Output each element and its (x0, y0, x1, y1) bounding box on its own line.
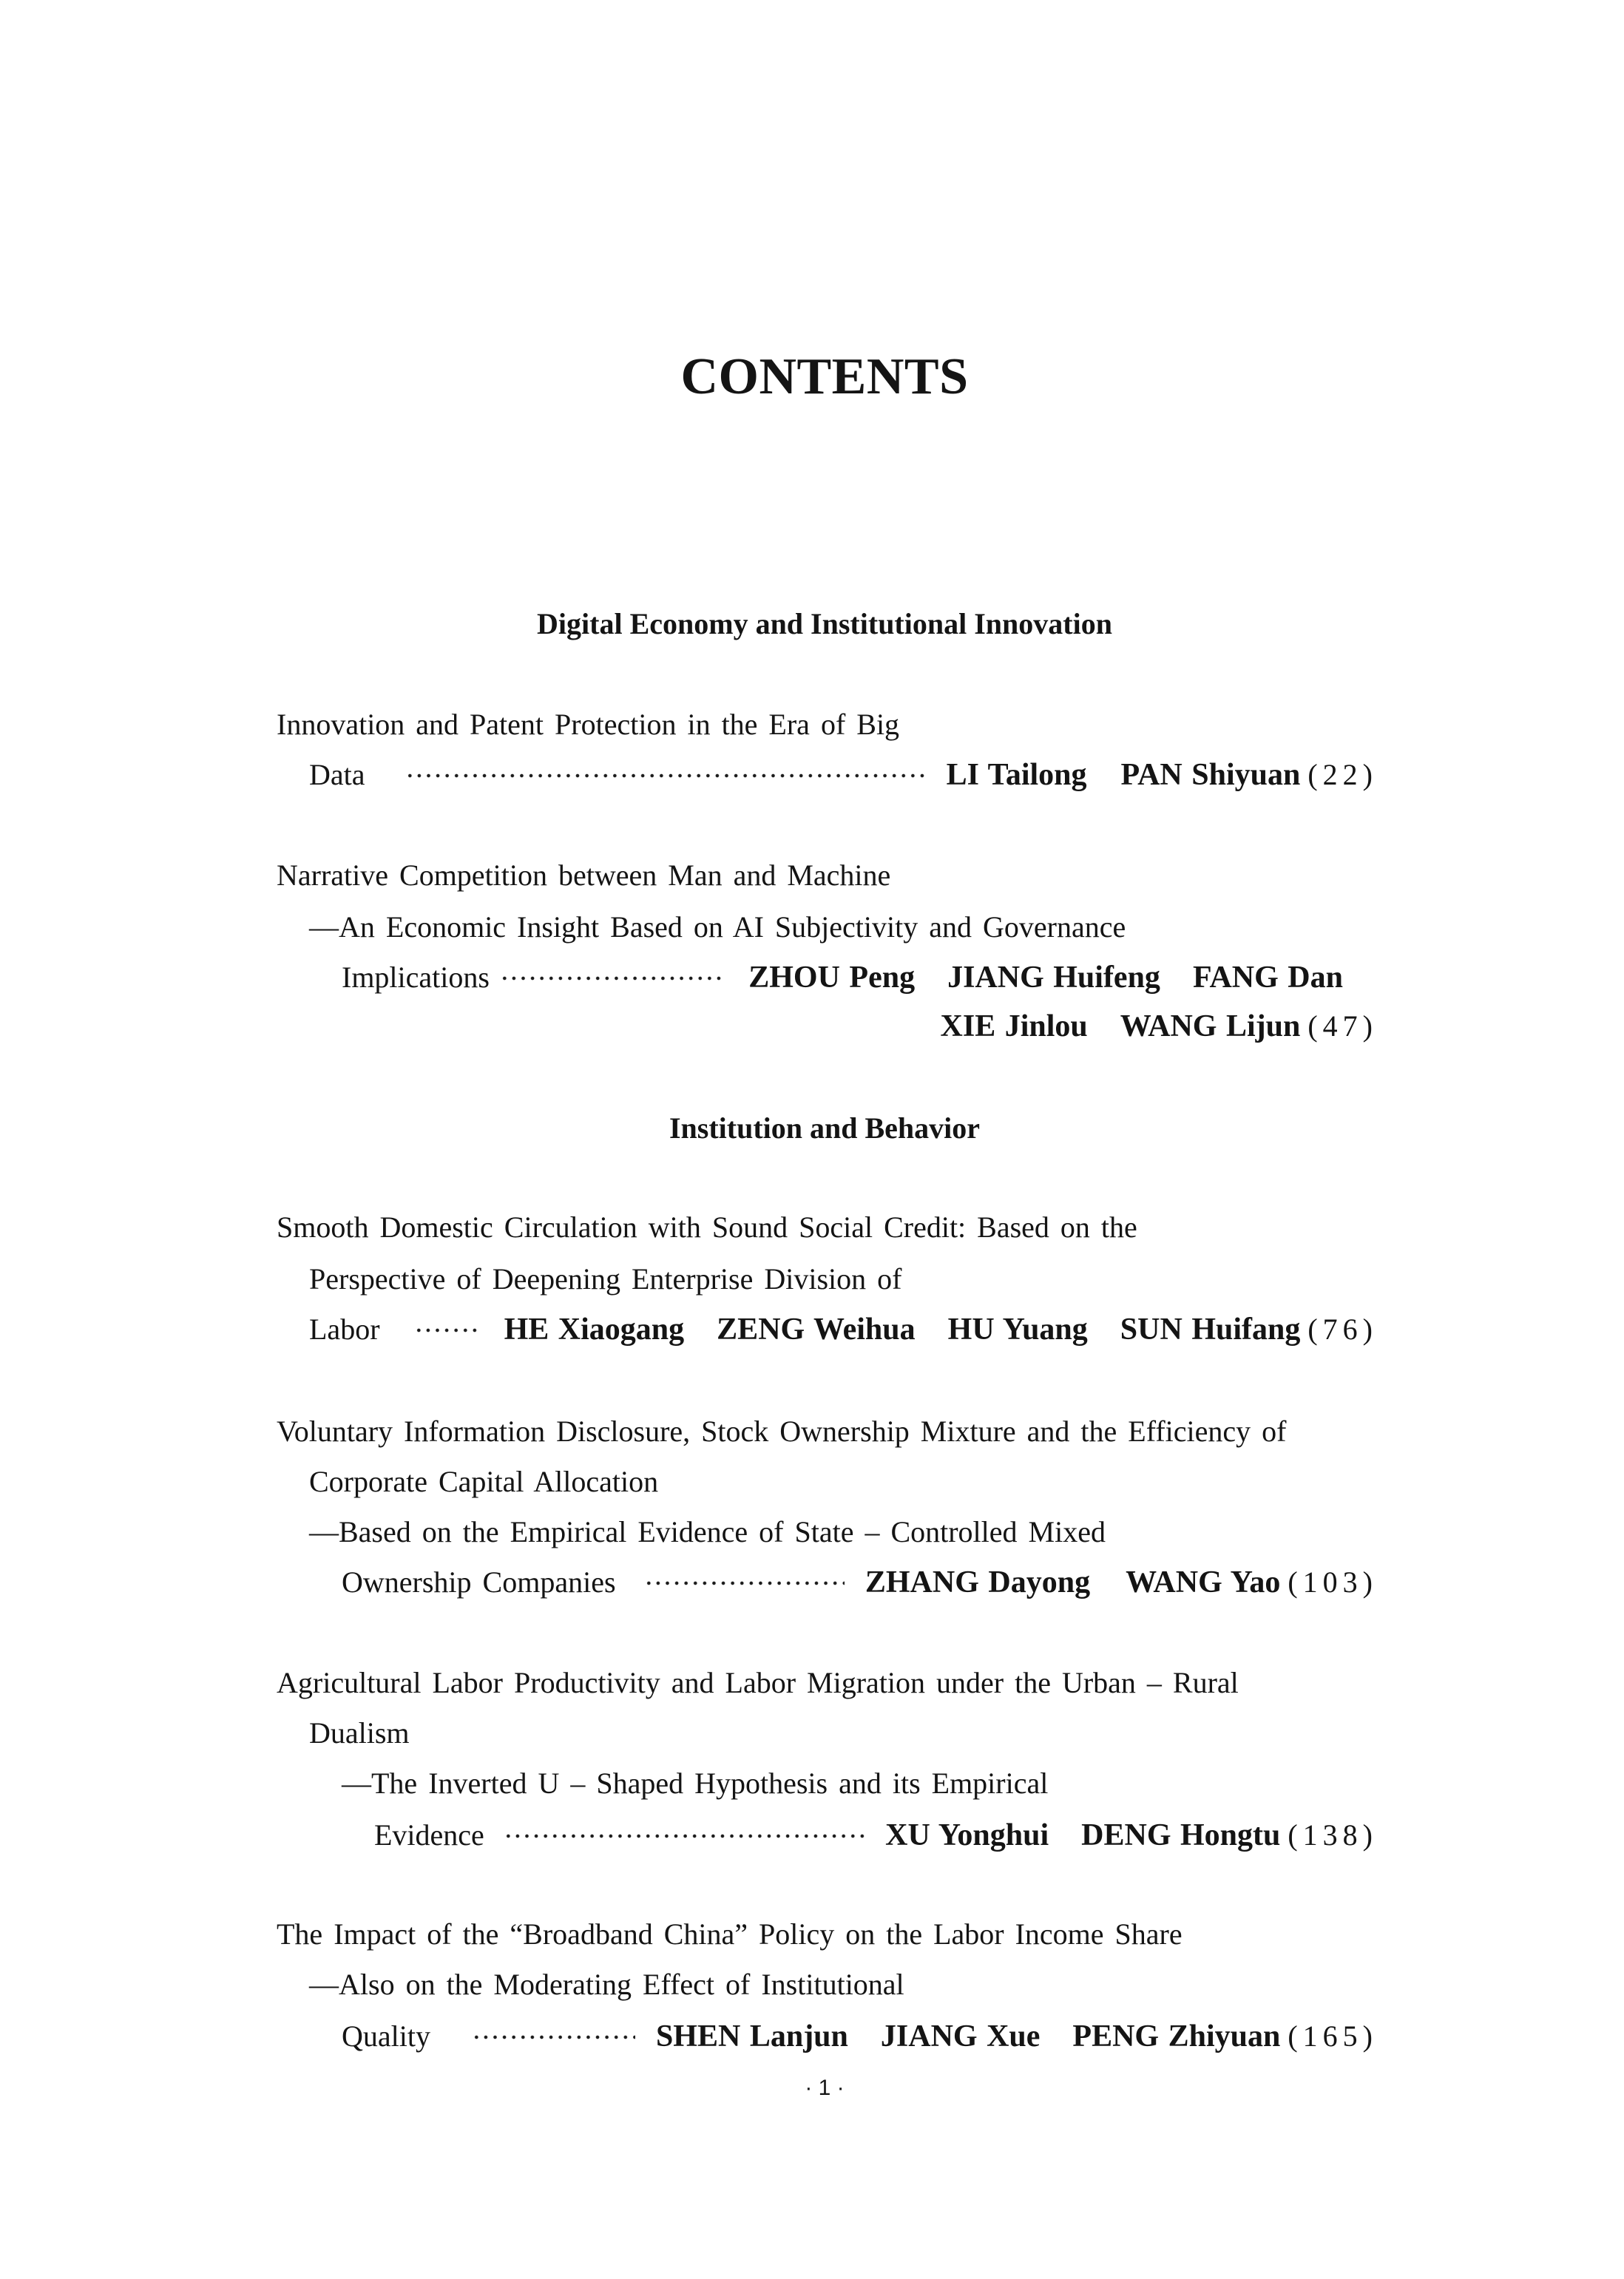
author-name: JIANG Xue (880, 2019, 1041, 2053)
author-name: WANG Yao (1126, 1565, 1281, 1599)
entry-title-line: Data (309, 758, 365, 791)
entry-subtitle-line: —The Inverted U – Shaped Hypothesis and its Empirical (342, 1767, 1049, 1800)
author-name: PENG Zhiyuan (1072, 2019, 1281, 2053)
entry-title-line: Labor (309, 1313, 380, 1346)
entry-title-line: Quality (342, 2019, 430, 2053)
author-name: PAN Shiyuan (1120, 758, 1301, 792)
entry-title-line: Corporate Capital Allocation (309, 1465, 659, 1498)
author-name: XIE Jinlou (940, 1009, 1088, 1043)
entry-title-line: Ownership Companies (342, 1565, 616, 1599)
entry-subtitle-line: —Based on the Empirical Evidence of State – Controlled Mixed (309, 1515, 1106, 1548)
page-ref: (22) (1307, 758, 1378, 791)
entry-leader-line (342, 1560, 1378, 1605)
page-ref: (138) (1288, 1818, 1378, 1852)
entry-subtitle-line: —An Economic Insight Based on AI Subjectivity and Governance (309, 910, 1126, 944)
page-ref: (103) (1288, 1565, 1378, 1599)
entry-leader-line (309, 1307, 1378, 1352)
author-name: HU Yuang (947, 1313, 1088, 1347)
entry-title-line: Implications (342, 961, 490, 994)
entry-authors-line (277, 1004, 1378, 1049)
entry-subtitle-line: —Also on the Moderating Effect of Institutional (309, 1968, 904, 2001)
author-name: SHEN Lanjun (655, 2019, 848, 2053)
dot-leader (405, 753, 927, 797)
dot-leader (504, 1813, 865, 1858)
author-name: ZHANG Dayong (865, 1565, 1091, 1599)
author-name: SUN Huifang (1120, 1313, 1301, 1347)
author-name: HE Xiaogang (504, 1313, 685, 1347)
section-heading: Digital Economy and Institutional Innovation (537, 607, 1112, 640)
dot-leader (414, 1307, 482, 1352)
entry-leader-line (342, 2014, 1378, 2059)
entry-title-line: Voluntary Information Disclosure, Stock Ownership Mixture and the Efficiency of (277, 1415, 1287, 1448)
entry-title-line: Narrative Competition between Man and Machine (277, 859, 891, 892)
author-name: XU Yonghui (885, 1818, 1049, 1852)
author-name: ZHOU Peng (748, 961, 916, 995)
entry-leader-line (374, 1813, 1378, 1858)
entry-title-line: Perspective of Deepening Enterprise Division of (309, 1262, 902, 1296)
entry-title-line: Smooth Domestic Circulation with Sound Social Credit: Based on the (277, 1210, 1137, 1244)
entry-title-line: Innovation and Patent Protection in the Era of Big (277, 708, 900, 741)
section-heading: Institution and Behavior (669, 1111, 981, 1145)
entry-leader-line (342, 955, 1343, 1000)
entry-title-line: The Impact of the “Broadband China” Policy on the Labor Income Share (277, 1917, 1183, 1951)
entry-title-line: Dualism (309, 1716, 410, 1750)
author-name: WANG Lijun (1120, 1009, 1301, 1043)
entry-title-line: Evidence (374, 1818, 484, 1852)
author-name: DENG Hongtu (1081, 1818, 1281, 1852)
entry-leader-line (309, 753, 1378, 797)
dot-leader (500, 955, 726, 1000)
author-name: JIANG Huifeng (947, 961, 1160, 995)
dot-leader (472, 2014, 635, 2059)
dot-leader (644, 1560, 845, 1605)
page-ref: (76) (1307, 1313, 1378, 1346)
page-number: · 1 · (805, 2076, 845, 2100)
page-title: CONTENTS (680, 348, 969, 405)
author-name: FANG Dan (1192, 961, 1343, 995)
page-ref: (165) (1288, 2019, 1378, 2053)
author-name: LI Tailong (946, 758, 1087, 792)
page-ref: (47) (1307, 1009, 1378, 1043)
author-name: ZENG Weihua (717, 1313, 916, 1347)
entry-title-line: Agricultural Labor Productivity and Labor Migration under the Urban – Rural (277, 1666, 1239, 1699)
